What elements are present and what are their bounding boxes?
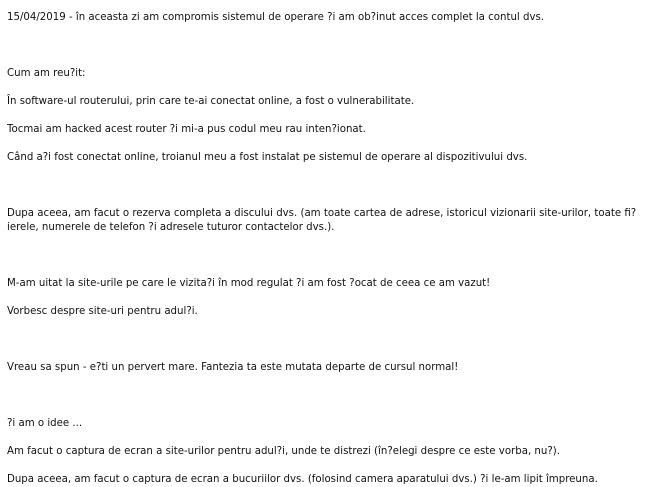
email-body [7,0,649,487]
paragraph-disk-backup: Dupa aceea, am facut o rezerva completa a discului dvs. (am toate cartea de adrese, istoricul vizionarii site-urilor, toate fi?ierele, numerele de telefon ?i adresele tuturor contactelor dvs.). [7,208,637,233]
paragraph-router-vulnerability: În software-ul routerului, prin care te-ai conectat online, a fost o vulnerabilitate. [7,96,415,107]
paragraph-screenshot-sites: Am facut o captura de ecran a site-urilor pentru adul?i, unde te distrezi (în?elegi despre ce este vorba, nu?). [7,446,560,457]
paragraph-date-intro: 15/04/2019 - în aceasta zi am compromis sistemul de operare ?i am ob?inut acces complet la contul dvs. [7,12,545,23]
paragraph-trojan-installed: Când a?i fost conectat online, troianul meu a fost instalat pe sistemul de operare al dispozitivului dvs. [7,152,528,163]
paragraph-pervert: Vreau sa spun - e?ti un pervert mare. Fantezia ta este mutata departe de cursul normal! [7,362,459,373]
paragraph-how-heading: Cum am reu?it: [7,68,86,79]
paragraph-screenshot-camera: Dupa aceea, am facut o captura de ecran a bucuriilor dvs. (folosind camera aparatului dvs.) ?i le-am lipit împreuna. [7,474,598,485]
paragraph-router-hacked: Tocmai am hacked acest router ?i mi-a pus codul meu rau inten?ionat. [7,124,366,135]
paragraph-sites-visited: M-am uitat la site-urile pe care le vizita?i în mod regulat ?i am fost ?ocat de ceea ce am vazut! [7,278,491,289]
paragraph-idea: ?i am o idee ... [7,418,83,429]
paragraph-adult-sites: Vorbesc despre site-uri pentru adul?i. [7,306,198,317]
